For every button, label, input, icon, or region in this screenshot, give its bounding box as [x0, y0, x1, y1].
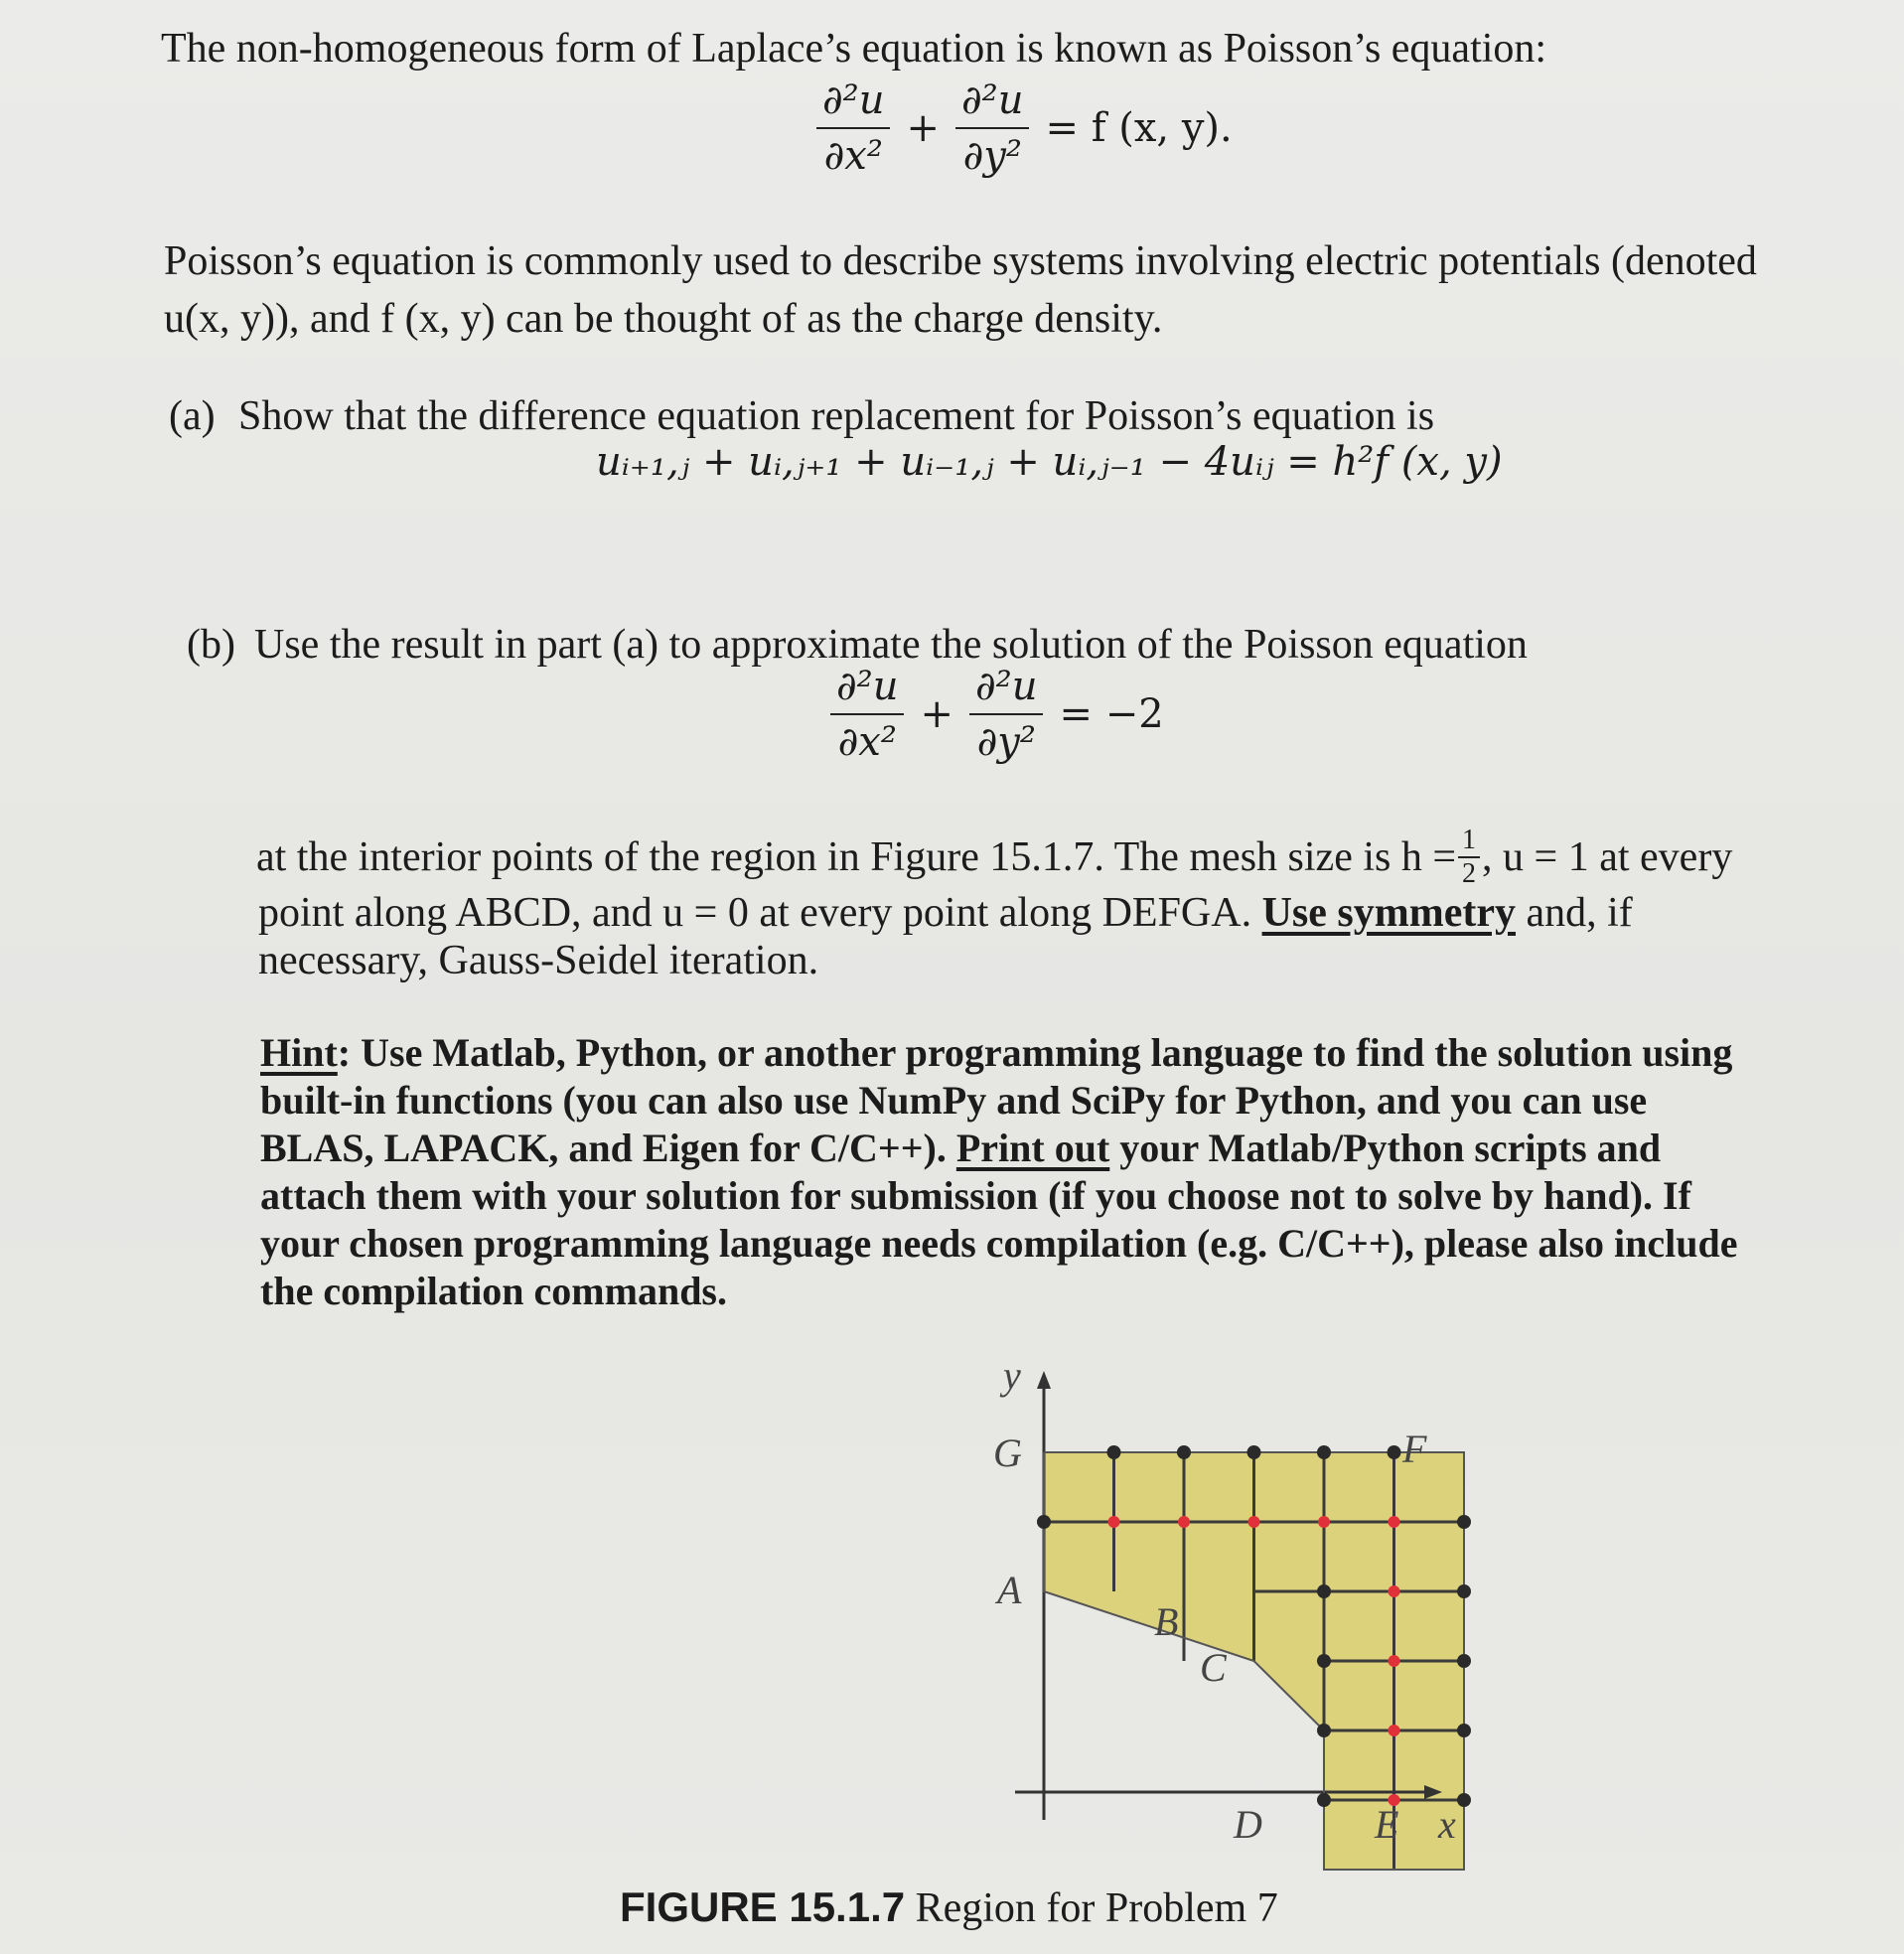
paragraph-line: Poisson’s equation is commonly used to describe systems involving electric potentials (denoted — [164, 238, 1757, 284]
eq-plus: + — [920, 691, 953, 737]
label-F: F — [1402, 1427, 1427, 1471]
interior-node — [1389, 1585, 1400, 1597]
label-A: A — [997, 1568, 1022, 1612]
eq-rhs: = f (x, y). — [1045, 105, 1233, 151]
boundary-node — [1457, 1584, 1471, 1598]
part-b-text-segment: point along ABCD, and u = 0 at every point along DEFGA. — [258, 890, 1262, 936]
boundary-node — [1107, 1445, 1121, 1459]
caption-figure-number: FIGURE 15.1.7 — [620, 1883, 906, 1930]
boundary-node — [1457, 1793, 1471, 1807]
boundary-node — [1317, 1793, 1331, 1807]
boundary-node — [1457, 1654, 1471, 1668]
part-b-line-start: at the interior points of the region in Figure 15.1.7. The mesh size is h = — [256, 834, 1457, 880]
interior-node — [1108, 1516, 1120, 1528]
hint-text: your Matlab/Python scripts and — [1109, 1126, 1662, 1170]
boundary-node — [1317, 1654, 1331, 1668]
boundary-node — [1177, 1445, 1191, 1459]
part-a-text: Show that the difference equation replacement for Poisson’s equation is — [238, 393, 1435, 439]
boundary-node — [1457, 1515, 1471, 1529]
boundary-node — [1037, 1515, 1051, 1529]
interior-node — [1389, 1516, 1400, 1528]
label-B: B — [1154, 1599, 1179, 1644]
eq-denominator: ∂x² — [837, 719, 897, 765]
interior-node — [1389, 1655, 1400, 1667]
figure-caption — [620, 1883, 1278, 1932]
hint-line: attach them with your solution for submission (if you choose not to solve by hand). If — [260, 1173, 1691, 1218]
label-E: E — [1375, 1802, 1399, 1847]
label-G: G — [993, 1430, 1022, 1475]
eq-numerator: ∂²u — [955, 77, 1029, 129]
hint-line: built-in functions (you can also use NumPy and SciPy for Python, and you can use — [260, 1078, 1648, 1123]
label-x: x — [1438, 1802, 1456, 1847]
eq-numerator: ∂²u — [969, 664, 1043, 715]
paragraph-line: u(x, y)), and f (x, y) can be thought of as the charge density. — [164, 296, 1163, 342]
label-D: D — [1234, 1802, 1262, 1847]
difference-equation: uᵢ₊₁,ⱼ + uᵢ,ⱼ₊₁ + uᵢ₋₁,ⱼ + uᵢ,ⱼ₋₁ − 4uᵢⱼ = h²f (x, y) — [596, 439, 1503, 485]
interior-node — [1318, 1516, 1330, 1528]
part-b-text-segment: and, if — [1516, 890, 1633, 936]
boundary-node — [1388, 1445, 1401, 1459]
intro-line: The non-homogeneous form of Laplace’s equation is known as Poisson’s equation: — [161, 26, 1547, 72]
print-out-emphasis: Print out — [955, 1126, 1110, 1170]
eq-numerator: ∂²u — [830, 664, 904, 715]
boundary-node — [1457, 1724, 1471, 1737]
hint-line: your chosen programming language needs compilation (e.g. C/C++), please also include — [260, 1221, 1738, 1266]
label-y: y — [1003, 1353, 1021, 1398]
boundary-node — [1247, 1445, 1261, 1459]
hint-text: BLAS, LAPACK, and Eigen for C/C++). — [260, 1126, 956, 1170]
part-b-text: Use the result in part (a) to approximate the solution of the Poisson equation — [254, 622, 1528, 668]
half-den: 2 — [1462, 858, 1477, 889]
interior-node — [1389, 1725, 1400, 1736]
eq-denominator: ∂y² — [976, 719, 1036, 765]
hint-label: Hint — [260, 1030, 338, 1075]
boundary-node — [1317, 1445, 1331, 1459]
eq-rhs: = −2 — [1059, 691, 1164, 737]
interior-node — [1248, 1516, 1260, 1528]
boundary-node — [1317, 1724, 1331, 1737]
part-a-label: (a) — [169, 393, 216, 439]
part-b-line-end: , u = 1 at every — [1482, 834, 1733, 880]
hint-text: : Use Matlab, Python, or another programming language to find the solution using — [337, 1030, 1733, 1075]
label-C: C — [1200, 1645, 1227, 1690]
part-b-line: necessary, Gauss-Seidel iteration. — [258, 938, 819, 983]
use-symmetry-emphasis: Use symmetry — [1261, 890, 1516, 936]
eq-plus: + — [906, 105, 940, 151]
eq-denominator: ∂y² — [962, 133, 1022, 179]
boundary-node — [1317, 1584, 1331, 1598]
part-b-label: (b) — [187, 622, 235, 668]
eq-numerator: ∂²u — [816, 77, 890, 129]
hint-line: the compilation commands. — [260, 1269, 727, 1313]
interior-node — [1178, 1516, 1190, 1528]
eq-denominator: ∂x² — [823, 133, 883, 179]
y-axis-arrow — [1037, 1371, 1051, 1389]
half-num: 1 — [1458, 827, 1480, 858]
caption-text: Region for Problem 7 — [905, 1885, 1278, 1931]
